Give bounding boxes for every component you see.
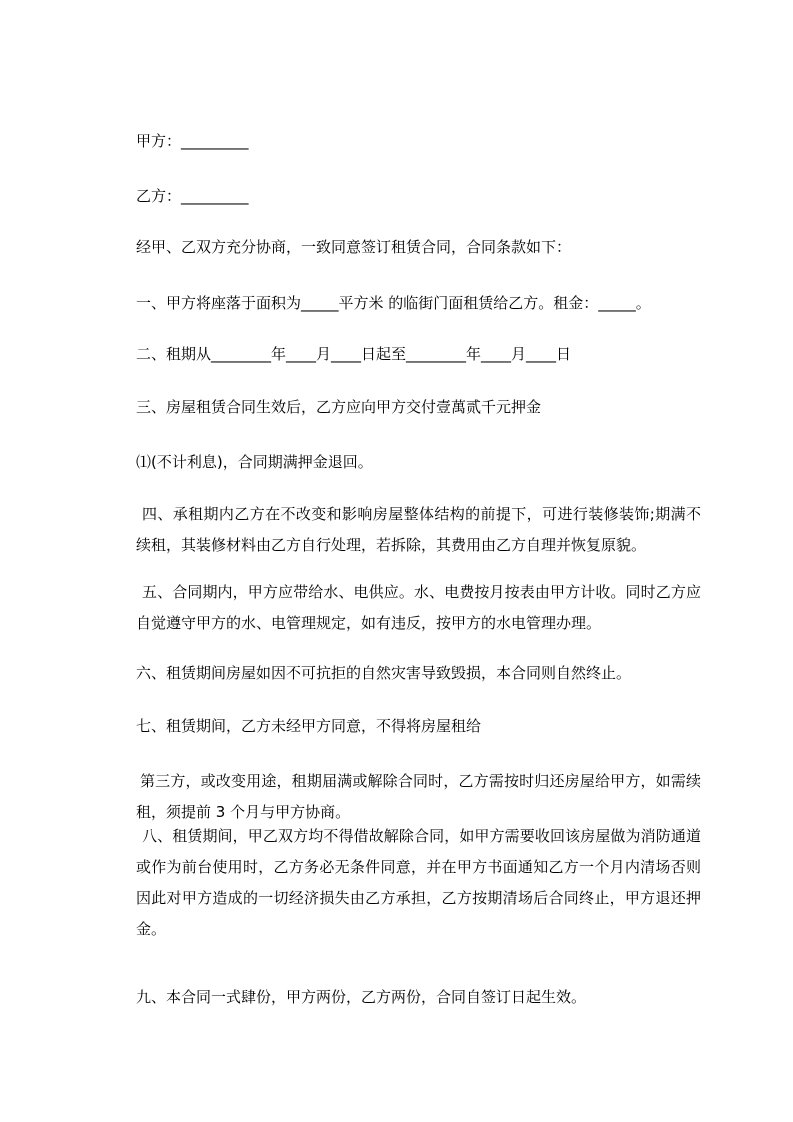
party-a-line: 甲方：_________ <box>136 132 249 150</box>
clause-8: 八、租赁期间，甲乙双方均不得借故解除合同，如甲方需要收回该房屋做为消防通道或作为前台使用时，乙方务必无条件同意，并在甲方书面通知乙方一个月内清场否则因此对甲方造成的一切经济损失由乙方承担，乙方按期清场后合同终止，甲方退还押金。 <box>136 827 701 938</box>
clause-5: 五、合同期内，甲方应带给水、电供应。水、电费按月按表由甲方计收。同时乙方应自觉遵守甲方的水、电管理规定，如有违反，按甲方的水电管理办理。 <box>136 583 701 632</box>
clause-2: 二、租期从________年____月____日起至________年____月____日 <box>136 345 572 363</box>
clause-9: 九、本合同一式肆份，甲方两份，乙方两份，合同自签订日起生效。 <box>136 988 587 1006</box>
intro-paragraph: 经甲、乙双方充分协商，一致同意签订租赁合同，合同条款如下： <box>136 238 572 256</box>
clause-6: 六、租赁期间房屋如因不可抗拒的自然灾害导致毁损，本合同则自然终止。 <box>136 664 632 682</box>
clause-3-note: ⑴(不计利息)，合同期满押金退回。 <box>136 453 373 471</box>
clause-4: 四、承租期内乙方在不改变和影响房屋整体结构的前提下，可进行装修装饰;期满不续租，其装修材料由乙方自行处理，若拆除，其费用由乙方自理并恢复原貌。 <box>136 505 701 554</box>
clause-7-continued: 第三方，或改变用途，租期届满或解除合同时，乙方需按时归还房屋给甲方，如需续租，须提前 3 个月与甲方协商。 <box>136 772 701 821</box>
clause-1: 一、甲方将座落于面积为_____平方米 的临街门面租赁给乙方。租金：_____。 <box>136 294 651 312</box>
clause-7: 七、租赁期间，乙方未经甲方同意，不得将房屋租给 <box>136 717 482 735</box>
party-b-line: 乙方：_________ <box>136 187 249 205</box>
clause-3: 三、房屋租赁合同生效后，乙方应向甲方交付壹萬贰千元押金 <box>136 398 542 416</box>
